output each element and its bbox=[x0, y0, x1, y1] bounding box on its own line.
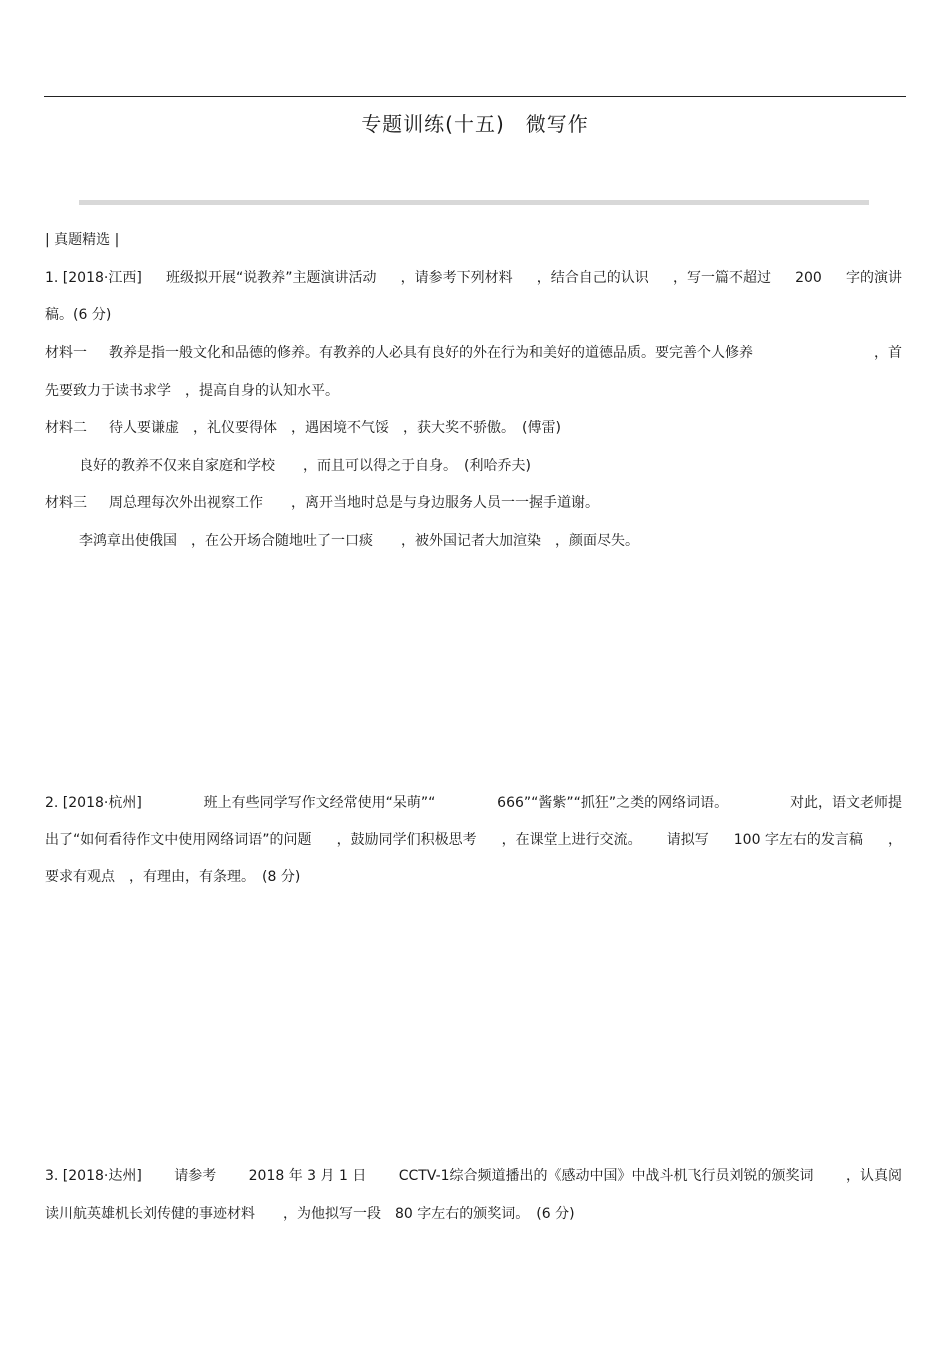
q1-text: ，结合自己的认识 bbox=[536, 270, 649, 286]
material-3-line-2: 李鸿章出使俄国 ，在公开场合随地吐了一口痰 ，被外国记者大加渲染 ，颜面尽失。 bbox=[79, 533, 639, 549]
gray-divider bbox=[79, 200, 869, 205]
q2-text: 请拟写 bbox=[666, 832, 709, 848]
material-2-line-1 bbox=[45, 418, 561, 438]
material-3-text: 周总理每次外出视察工作 ，离开当地时总是与身边服务人员一一握手道谢。 bbox=[109, 495, 599, 511]
q1-text: 字的演讲 bbox=[846, 270, 902, 286]
material-1-label: 材料一 bbox=[45, 345, 87, 361]
material-2-label: 材料二 bbox=[45, 420, 87, 436]
q3-line-2: 读川航英雄机长刘传健的事迹材料 ，为他拟写一段 80 字左右的颁奖词。 (6 分) bbox=[45, 1206, 575, 1222]
q2-text: 班上有些同学写作文经常使用“呆萌”“ bbox=[203, 795, 436, 811]
material-2-line-2: 良好的教养不仅来自家庭和学校 ，而且可以得之于自身。 (利哈乔夫) bbox=[79, 458, 531, 474]
section-heading: | 真题精选 | bbox=[45, 232, 120, 248]
q2-text: 100 字左右的发言稿 bbox=[733, 832, 863, 848]
q3-line-1 bbox=[45, 1166, 902, 1186]
material-1-line-1 bbox=[45, 343, 902, 363]
q1-number: 1. [2018·江西] bbox=[45, 270, 142, 286]
material-2-text: 待人要谦虚 ，礼仪要得体 ，遇困境不气馁 ，获大奖不骄傲。 (傅雷) bbox=[109, 420, 561, 436]
material-1-text: ，首 bbox=[874, 345, 902, 361]
q1-text: 200 bbox=[795, 270, 822, 286]
q3-text: 2018 年 3 月 1 日 bbox=[248, 1168, 367, 1184]
q3-number: 3. [2018·达州] bbox=[45, 1168, 142, 1184]
q3-text: CCTV-1综合频道播出的《感动中国》中战斗机飞行员刘锐的颁奖词 bbox=[398, 1168, 814, 1184]
q2-text: ，鼓励同学们积极思考 bbox=[336, 832, 477, 848]
material-3-line-1 bbox=[45, 493, 599, 513]
q1-text: 班级拟开展“说教养”主题演讲活动 bbox=[165, 270, 377, 286]
q2-line-2 bbox=[45, 830, 902, 850]
material-3-label: 材料三 bbox=[45, 495, 87, 511]
q2-text: 666”“酱紫”“抓狂”之类的网络词语。 bbox=[497, 795, 729, 811]
q2-line-3: 要求有观点 ，有理由，有条理。 (8 分) bbox=[45, 869, 301, 885]
q1-line-2: 稿。(6 分) bbox=[45, 307, 112, 323]
page-title: 专题训练(十五) 微写作 bbox=[361, 112, 589, 136]
top-rule bbox=[44, 96, 906, 97]
q2-text: 对此，语文老师提 bbox=[789, 795, 902, 811]
q1-text: ，写一篇不超过 bbox=[672, 270, 771, 286]
q3-text: 请参考 bbox=[174, 1168, 217, 1184]
q1-line-1 bbox=[45, 268, 902, 288]
material-1-line-2: 先要致力于读书求学 ，提高自身的认知水平。 bbox=[45, 383, 339, 399]
q3-text: ，认真阅 bbox=[845, 1168, 902, 1184]
q2-text: ，在课堂上进行交流。 bbox=[501, 832, 642, 848]
q2-line-1 bbox=[45, 793, 902, 813]
q1-text: ，请参考下列材料 bbox=[400, 270, 513, 286]
q2-number: 2. [2018·杭州] bbox=[45, 795, 142, 811]
q2-text: 出了“如何看待作文中使用网络词语”的问题 bbox=[45, 832, 312, 848]
material-1-text: 教养是指一般文化和品德的修养。有教养的人必具有良好的外在行为和美好的道德品质。要完善个人修养 bbox=[109, 345, 753, 361]
q2-text: ， bbox=[888, 832, 902, 848]
